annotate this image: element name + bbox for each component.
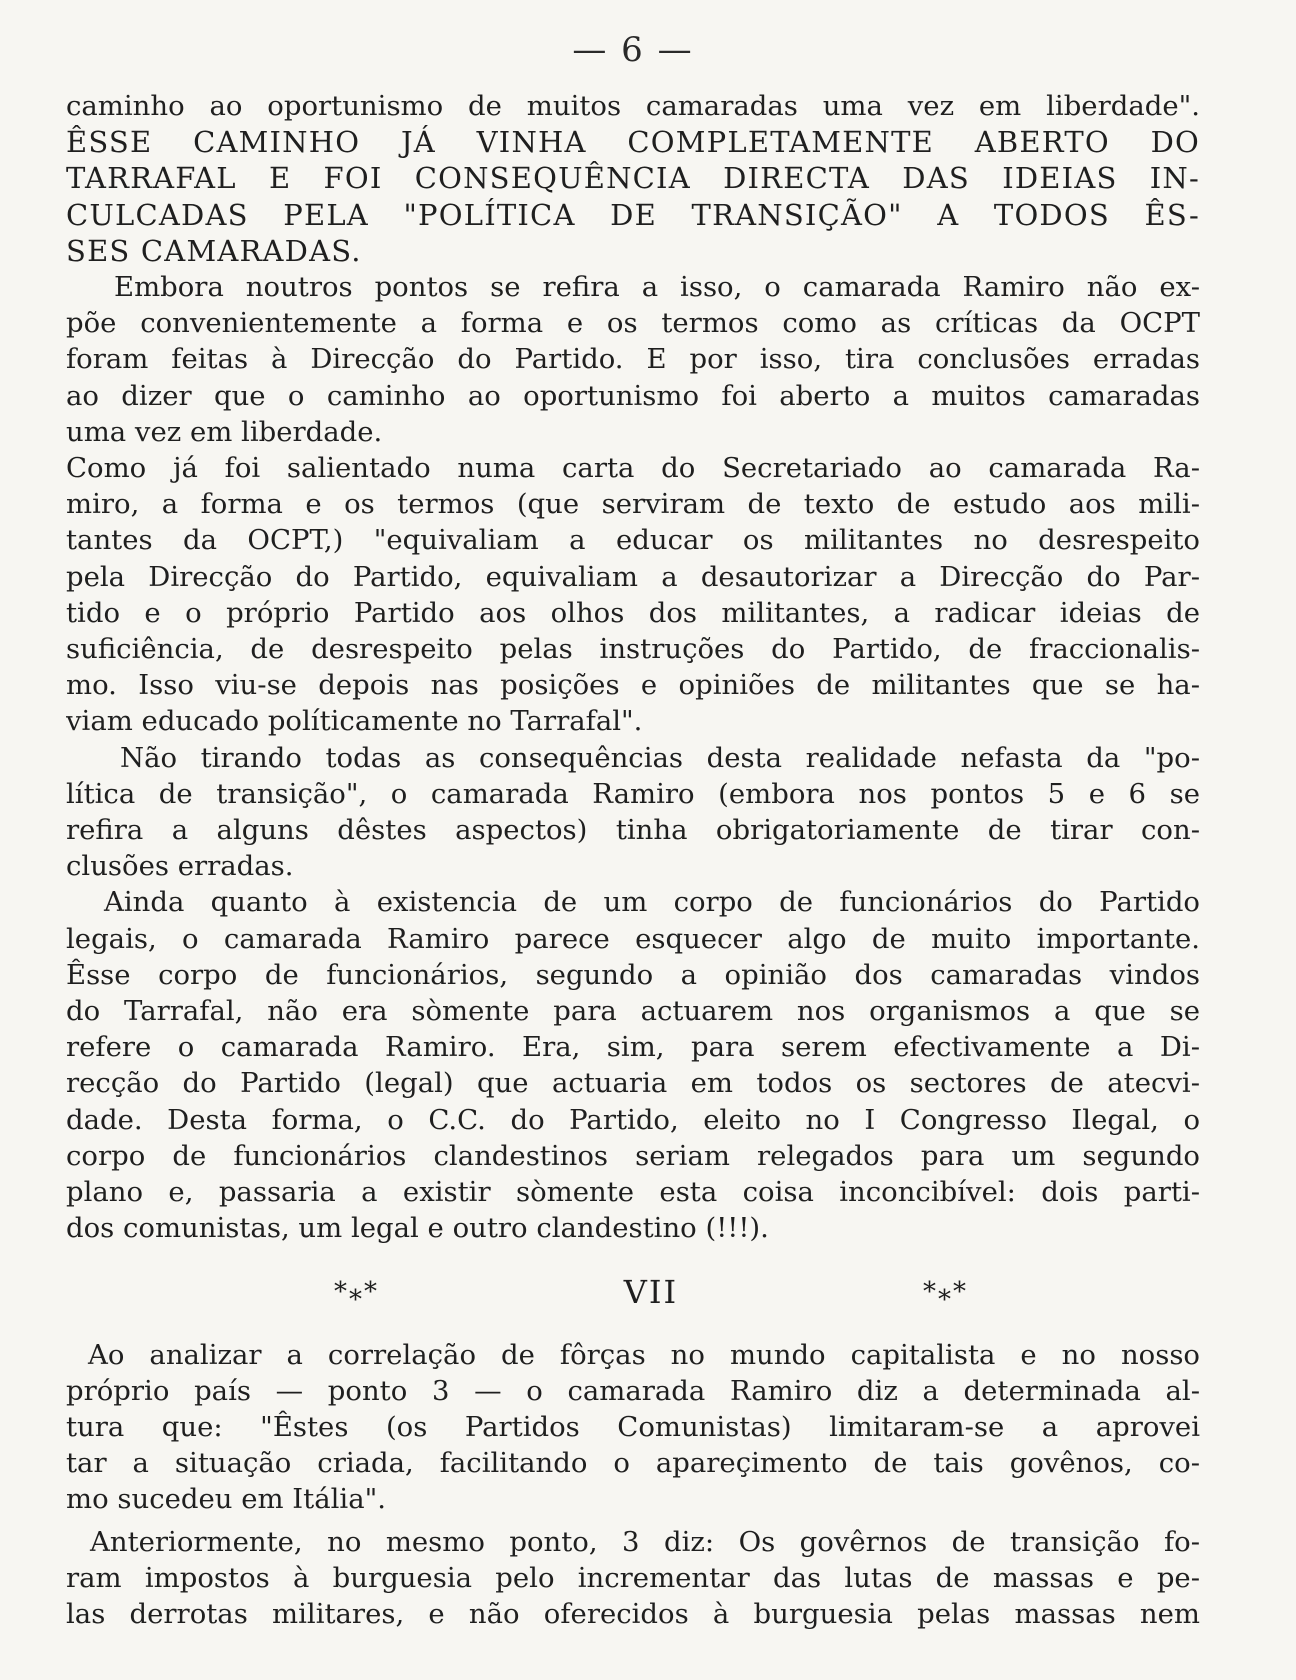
paragraph-continuation xyxy=(66,88,1200,124)
text-line: CULCADAS PELA "POLÍTICA DE TRANSIÇÃO" A TODOS ÊS- xyxy=(66,197,1200,232)
text-line: tido e o próprio Partido aos olhos dos militantes, a radicar ideias de xyxy=(66,596,1200,629)
asterism-right: *⁎* xyxy=(922,1277,968,1308)
page-number: — 6 — xyxy=(572,30,694,70)
text-line: Ainda quanto à existencia de um corpo de funcionários do Partido xyxy=(104,886,1200,919)
text-line: ÊSSE CAMINHO JÁ VINHA COMPLETAMENTE ABERTO DO xyxy=(66,125,1200,160)
section-number: VII xyxy=(623,1273,679,1312)
paragraph xyxy=(66,884,1200,1246)
text-line: corpo de funcionários clandestinos seriam relegados para um segundo xyxy=(66,1139,1200,1172)
text-line: põe convenientemente a forma e os termos como as críticas da OCPT xyxy=(66,307,1200,340)
text-line: refere o camarada Ramiro. Era, sim, para serem efectivamente a Di- xyxy=(66,1031,1200,1064)
paragraph xyxy=(66,1524,1200,1633)
text-line: próprio país — ponto 3 — o camarada Ramiro diz a determinada al- xyxy=(66,1374,1200,1407)
text-line: caminho ao oportunismo de muitos camaradas uma vez em liberdade". xyxy=(66,90,1200,122)
text-line: tar a situação criada, facilitando o apareçimento de tais govênos, co- xyxy=(66,1447,1200,1480)
text-line: mo. Isso viu-se depois nas posições e opiniões de militantes que se ha- xyxy=(66,669,1200,702)
text-line: foram feitas à Direcção do Partido. E por isso, tira conclusões erradas xyxy=(66,343,1200,376)
text-line: recção do Partido (legal) que actuaria em todos os sectores de atecvi- xyxy=(66,1067,1200,1100)
section-heading xyxy=(66,1257,1200,1329)
text-line: Êsse corpo de funcionários, segundo a opinião dos camaradas vindos xyxy=(66,958,1200,991)
text-line: dos comunistas, um legal e outro clandestino (!!!). xyxy=(66,1212,769,1245)
text-line: dade. Desta forma, o C.C. do Partido, eleito no I Congresso Ilegal, o xyxy=(66,1103,1200,1136)
paragraph-uppercase xyxy=(66,124,1200,269)
text-line: pela Direcção do Partido, equivaliam a desautorizar a Direcção do Par- xyxy=(66,560,1200,593)
text-line: Como já foi salientado numa carta do Secretariado ao camarada Ra- xyxy=(66,452,1200,485)
body-text xyxy=(66,88,1200,1632)
text-line: Ao analizar a correlação de fôrças no mundo capitalista e no nosso xyxy=(88,1338,1200,1371)
paragraph xyxy=(66,269,1200,450)
text-line: do Tarrafal, não era sòmente para actuarem nos organismos a que se xyxy=(66,995,1200,1028)
text-line: ram impostos à burguesia pelo incrementar das lutas de massas e pe- xyxy=(66,1561,1200,1594)
text-line: clusões erradas. xyxy=(66,850,294,883)
text-line: legais, o camarada Ramiro parece esquecer algo de muito importante. xyxy=(66,922,1200,955)
text-line: tura que: "Êstes (os Partidos Comunistas) limitaram-se a aprovei xyxy=(66,1410,1200,1443)
text-line: miro, a forma e os termos (que serviram de texto de estudo aos mili- xyxy=(66,488,1200,521)
text-line: Embora noutros pontos se refira a isso, o camarada Ramiro não ex- xyxy=(114,271,1200,304)
asterism-left: *⁎* xyxy=(334,1277,379,1308)
text-line: lítica de transição", o camarada Ramiro (embora nos pontos 5 e 6 se xyxy=(66,777,1200,810)
text-line: plano e, passaria a existir sòmente esta coisa inconcibível: dois parti- xyxy=(66,1176,1200,1209)
text-line: SES CAMARADAS. xyxy=(66,233,362,268)
text-line: viam educado políticamente no Tarrafal". xyxy=(66,705,643,738)
text-line: TARRAFAL E FOI CONSEQUÊNCIA DIRECTA DAS IDEIAS IN- xyxy=(66,161,1200,196)
paragraph xyxy=(66,1337,1200,1518)
text-line: uma vez em liberdade. xyxy=(66,415,383,448)
text-line: suficiência, de desrespeito pelas instruções do Partido, de fraccionalis- xyxy=(66,633,1200,666)
text-line: mo sucedeu em Itália". xyxy=(66,1483,386,1516)
text-line: Anteriormente, no mesmo ponto, 3 diz: Os govêrnos de transição fo- xyxy=(90,1525,1200,1558)
paragraph xyxy=(66,450,1200,740)
text-line: las derrotas militares, e não oferecidos à burguesia pelas massas nem xyxy=(66,1597,1200,1630)
text-line: ao dizer que o caminho ao oportunismo foi aberto a muitos camaradas xyxy=(66,379,1200,412)
text-line: tantes da OCPT,) "equivaliam a educar os militantes no desrespeito xyxy=(66,524,1200,557)
text-line: Não tirando todas as consequências desta realidade nefasta da "po- xyxy=(120,741,1200,774)
text-line: refira a alguns dêstes aspectos) tinha obrigatoriamente de tirar con- xyxy=(66,814,1200,847)
paragraph xyxy=(66,740,1200,885)
